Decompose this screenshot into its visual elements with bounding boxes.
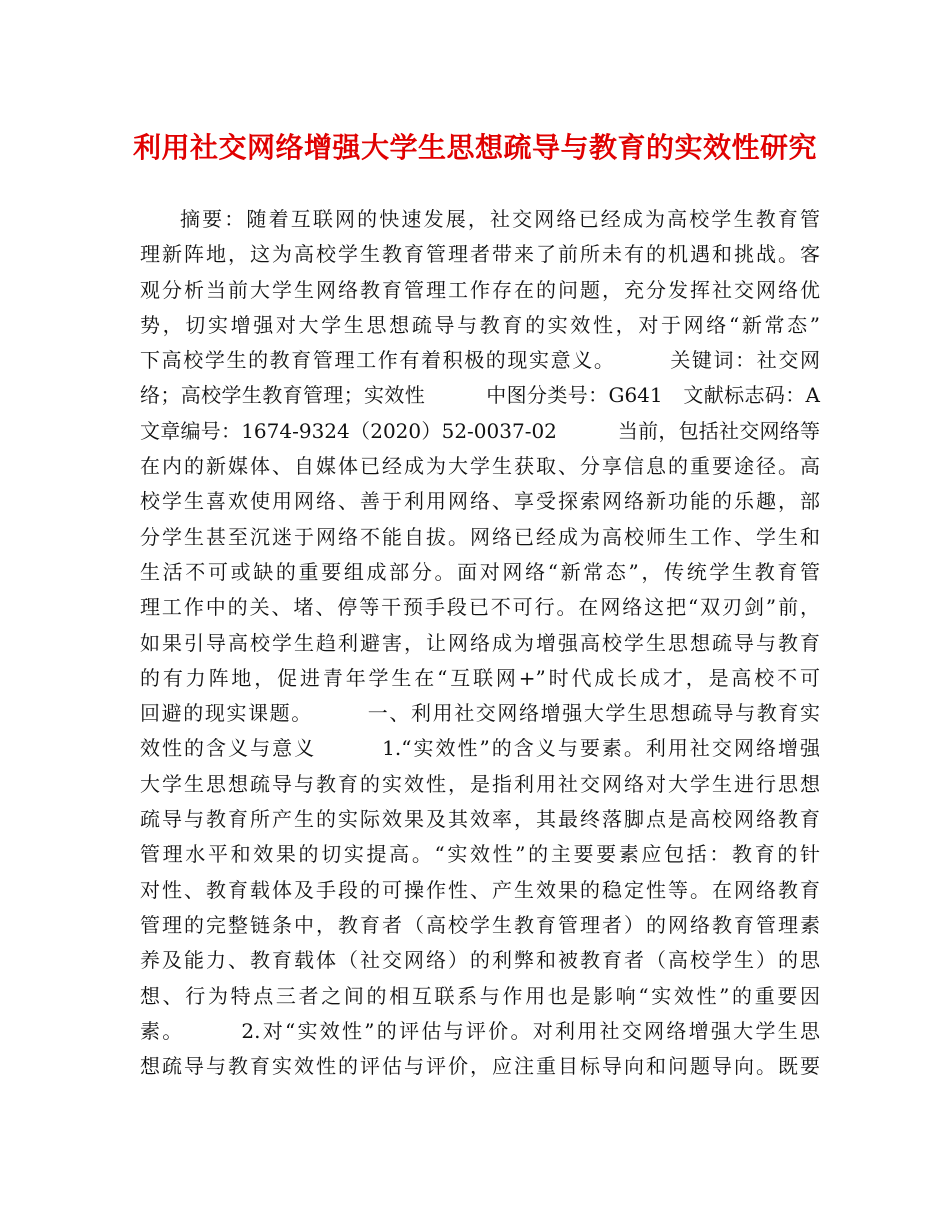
body-text-line: 管理的完整链条中，教育者（高校学生教育管理者）的网络教育管理素 <box>140 912 820 937</box>
body-text-line: 如果引导高校学生趋利避害，让网络成为增强高校学生思想疏导与教育 <box>140 630 820 655</box>
body-text-line: 分学生甚至沉迷于网络不能自拔。网络已经成为高校师生工作、学生和 <box>140 524 820 549</box>
body-text-line: 大学生思想疏导与教育的实效性，是指利用社交网络对大学生进行思想 <box>140 771 820 796</box>
body-text-line: 在内的新媒体、自媒体已经成为大学生获取、分享信息的重要途径。高 <box>140 454 820 479</box>
body-text-line: 生活不可或缺的重要组成部分。面对网络“新常态”，传统学生教育管 <box>140 559 820 584</box>
body-text-line: 想、行为特点三者之间的相互联系与作用也是影响“实效性”的重要因 <box>140 983 820 1008</box>
body-text-line: 回避的现实课题。 一、利用社交网络增强大学生思想疏导与教育实 <box>140 701 820 726</box>
body-text-line: 素。 2.对“实效性”的评估与评价。对利用社交网络增强大学生思 <box>140 1018 820 1043</box>
document-title: 利用社交网络增强大学生思想疏导与教育的实效性研究 <box>132 131 817 164</box>
body-text-line: 校学生喜欢使用网络、善于利用网络、享受探索网络新功能的乐趣，部 <box>140 489 820 514</box>
body-text-line: 理新阵地，这为高校学生教育管理者带来了前所未有的机遇和挑战。客 <box>140 242 820 267</box>
body-text-line: 下高校学生的教育管理工作有着积极的现实意义。 关键词：社交网 <box>140 348 820 373</box>
body-text-line: 势，切实增强对大学生思想疏导与教育的实效性，对于网络“新常态” <box>140 312 820 337</box>
body-text-line: 的有力阵地，促进青年学生在“互联网+”时代成长成才，是高校不可 <box>140 665 820 690</box>
body-text-line: 对性、教育载体及手段的可操作性、产生效果的稳定性等。在网络教育 <box>140 877 820 902</box>
body-text-line: 摘要：随着互联网的快速发展，社交网络已经成为高校学生教育管 <box>180 207 820 231</box>
body-text-line: 络；高校学生教育管理；实效性 中图分类号：G641 文献标志码：A <box>140 383 820 408</box>
body-text-line: 养及能力、教育载体（社交网络）的利弊和被教育者（高校学生）的思 <box>140 948 820 973</box>
body-text-line: 疏导与教育所产生的实际效果及其效率，其最终落脚点是高校网络教育 <box>140 807 820 832</box>
document-body <box>140 202 820 1084</box>
body-text-line: 想疏导与教育实效性的评估与评价，应注重目标导向和问题导向。既要 <box>140 1054 820 1079</box>
body-text-line: 观分析当前大学生网络教育管理工作存在的问题，充分发挥社交网络优 <box>140 277 820 302</box>
body-text-line: 理工作中的关、堵、停等干预手段已不可行。在网络这把“双刃剑”前， <box>140 595 820 620</box>
body-text-line: 管理水平和效果的切实提高。“实效性”的主要要素应包括：教育的针 <box>140 842 820 867</box>
body-text-line: 文章编号：1674-9324（2020）52-0037-02 当前，包括社交网络等 <box>140 418 820 443</box>
body-text-line: 效性的含义与意义 1.“实效性”的含义与要素。利用社交网络增强 <box>140 736 820 761</box>
